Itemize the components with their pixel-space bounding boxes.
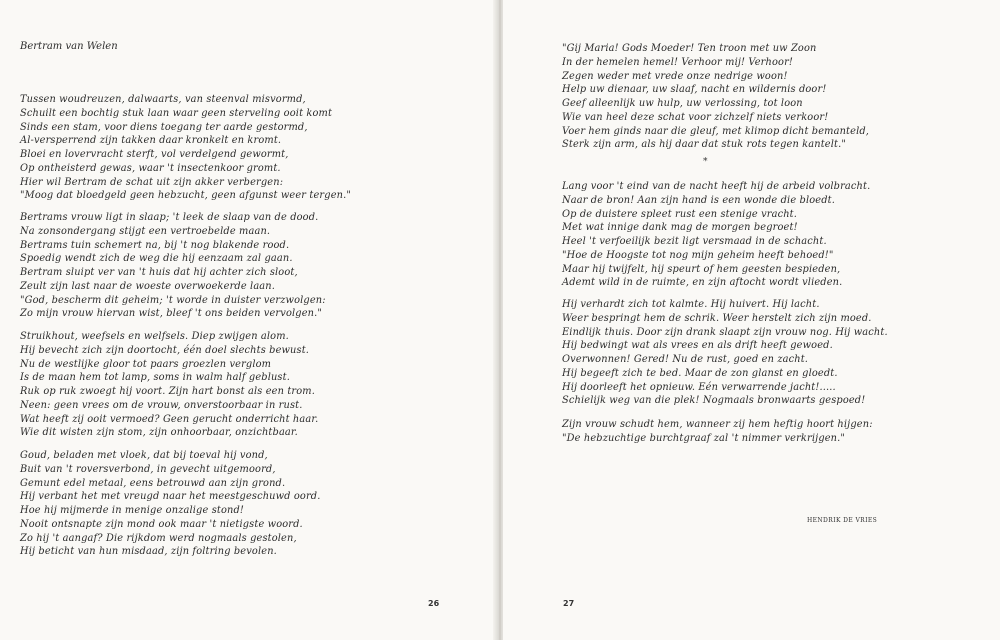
poem-line: "Gij Maria! Gods Moeder! Ten troon met uw Zoon <box>562 43 817 54</box>
poem-line: "Hoe de Hoogste tot nog mijn geheim heeft behoed!" <box>562 249 834 261</box>
poem-line: Voer hem ginds naar die gleuf, met klimop dicht bemanteld, <box>562 125 870 137</box>
poem-line: "Moog dat bloedgeld geen hebzucht, geen afgunst weer tergen." <box>20 190 352 202</box>
right-stanza-1 <box>562 42 869 152</box>
poem-line: "God, bescherm dit geheim; 't worde in duister verzwolgen: <box>20 294 326 306</box>
poem-line: Geef alleenlijk uw hulp, uw verlossing, tot loon <box>562 98 803 109</box>
poem-line: Zo mijn vrouw hiervan wist, bleef 't ons beiden vervolgen." <box>20 308 323 320</box>
poem-line: Hij bedwingt wat als vrees en als drift heeft gewoed. <box>562 340 833 352</box>
poem-line: Lang voor 't eind van de nacht heeft hij de arbeid volbracht. <box>562 181 871 192</box>
poem-line: Maar hij twijfelt, hij speurt of hem geesten bespieden, <box>562 263 841 275</box>
poem-line: Schielijk weg van die plek! Nogmaals bronwaarts gespoed! <box>562 395 866 407</box>
author-signature: HENDRIK DE VRIES <box>807 517 878 524</box>
poem-line: Op de duistere spleet rust een stenige vracht. <box>562 208 798 220</box>
poem-line: Buit van 't roversverbond, in gevecht uitgemoord, <box>20 463 276 475</box>
poem-line: Nooit ontsnapte zijn mond ook maar 't nietigste woord. <box>20 518 303 530</box>
stanza-separator: * <box>703 157 708 167</box>
poem-line: Tussen woudreuzen, dalwaarts, van steenval misvormd, <box>20 94 306 105</box>
poem-line: Na zonsondergang stijgt een vertroebelde maan. <box>20 225 271 237</box>
poem-line: Goud, beladen met vloek, dat bij toeval hij vond, <box>20 450 268 461</box>
poem-line: Zijn vrouw schudt hem, wanneer zij hem heftig hoort hijgen: <box>562 419 873 430</box>
left-page <box>0 0 497 640</box>
poem-line: Gemunt edel metaal, eens betrouwd aan zijn grond. <box>20 477 286 489</box>
poem-line: Bertrams vrouw ligt in slaap; 't leek de slaap van de dood. <box>20 212 319 223</box>
poem-line: Zegen weder met vrede onze nedrige woon! <box>562 70 788 82</box>
poem-line: Sterk zijn arm, als hij daar dat stuk rots tegen kantelt." <box>562 139 847 151</box>
poem-line: Struikhout, weefsels en welfsels. Diep zwijgen alom. <box>20 331 289 342</box>
poem-line: Nu de westlijke gloor tot paars groezlen verglom <box>20 358 272 370</box>
left-stanza-3 <box>20 330 318 440</box>
poem-line: Al-versperrend zijn takken daar kronkelt en kromt. <box>20 135 282 147</box>
left-stanza-4 <box>20 449 320 559</box>
poem-line: Schuilt een bochtig stuk laan waar geen sterveling ooit komt <box>20 107 333 119</box>
page-number: 27 <box>563 599 575 608</box>
poem-line: Overwonnen! Gered! Nu de rust, goed en zacht. <box>562 354 809 365</box>
poem-line: Hij bevecht zich zijn doortocht, één doel slechts bewust. <box>20 344 310 356</box>
poem-line: Zo hij 't aangaf? Die rijkdom werd nogmaals gestolen, <box>20 532 297 544</box>
poem-line: Wat heeft zij ooit vermoed? Geen gerucht onderricht haar. <box>20 413 319 425</box>
poem-line: Hij begeeft zich te bed. Maar de zon glanst en gloedt. <box>562 367 838 379</box>
right-page <box>503 0 1000 640</box>
poem-line: Hoe hij mijmerde in menige onzalige stond! <box>20 505 244 516</box>
poem-line: Naar de bron! Aan zijn hand is een wonde die bloedt. <box>562 194 835 206</box>
poem-line: Op ontheisterd gewas, waar 't insectenkoor gromt. <box>20 162 281 174</box>
poem-line: Ruk op ruk zwoegt hij voort. Zijn hart bonst als een trom. <box>20 386 316 397</box>
left-stanza-1 <box>20 93 351 203</box>
poem-line: In der hemelen hemel! Verhoor mij! Verhoor! <box>562 56 793 68</box>
poem-line: Help uw dienaar, uw slaaf, nacht en wildernis door! <box>562 84 827 96</box>
poem-line: Wie dit wisten zijn stom, zijn onhoorbaar, onzichtbaar. <box>20 427 298 439</box>
poem-line: Bertram sluipt ver van 't huis dat hij achter zich sloot, <box>20 267 298 278</box>
right-stanza-3 <box>562 298 888 408</box>
poem-line: Zeult zijn last naar de woeste overwoekerde laan. <box>20 280 276 292</box>
poem-line: Bloei en lovervracht sterft, vol verdelgend gewormt, <box>20 149 289 160</box>
poem-line: Hij verbant het met vreugd naar het meestgeschuwd oord. <box>20 491 321 503</box>
poem-line: Spoedig wendt zich de weg die hij eenzaam zal gaan. <box>20 253 293 265</box>
right-stanza-4 <box>562 418 873 446</box>
poem-line: "De hebzuchtige burchtgraaf zal 't nimmer verkrijgen." <box>562 432 846 444</box>
poem-line: Wie van heel deze schat voor zichzelf niets verkoor! <box>562 111 829 123</box>
poem-title: Bertram van Welen <box>20 41 118 52</box>
poem-line: Sinds een stam, voor diens toegang ter aarde gestormd, <box>20 121 308 133</box>
poem-line: Hij doorleeft het opnieuw. Eén verwarrende jacht!..... <box>562 381 836 393</box>
poem-line: Ademt wild in de ruimte, en zijn aftocht wordt vlieden. <box>562 277 843 289</box>
poem-line: Hij verhardt zich tot kalmte. Hij huivert. Hij lacht. <box>562 299 820 310</box>
poem-line: Heel 't verfoeilijk bezit ligt versmaad in de schacht. <box>562 236 827 247</box>
poem-line: Weer bespringt hem de schrik. Weer herstelt zich zijn moed. <box>562 312 872 324</box>
poem-line: Hier wil Bertram de schat uit zijn akker verbergen: <box>20 176 284 188</box>
poem-line: Is de maan hem tot lamp, soms in walm half geblust. <box>20 372 290 384</box>
poem-line: Neen: geen vrees om de vrouw, onverstoorbaar in rust. <box>20 399 303 411</box>
right-stanza-2 <box>562 180 870 290</box>
poem-line: Eindlijk thuis. Door zijn drank slaapt zijn vrouw nog. Hij wacht. <box>562 326 888 338</box>
poem-line: Bertrams tuin schemert na, bij 't nog blakende rood. <box>20 239 290 251</box>
page-number: 26 <box>428 599 440 608</box>
poem-line: Met wat innige dank mag de morgen begroet! <box>562 222 798 234</box>
left-stanza-2 <box>20 211 326 321</box>
poem-line: Hij beticht van hun misdaad, zijn foltring bevolen. <box>20 546 277 558</box>
